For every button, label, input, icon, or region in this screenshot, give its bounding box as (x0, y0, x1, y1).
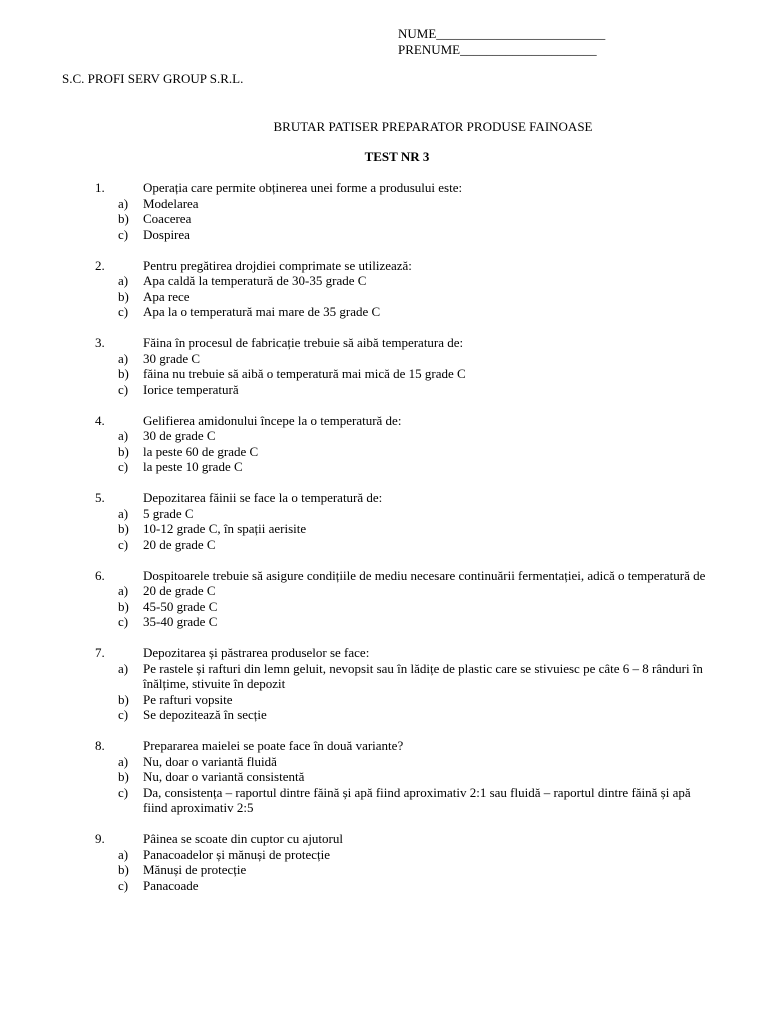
option-letter: c) (118, 226, 129, 242)
answer-option (95, 661, 715, 692)
option-text: 5 grade C (143, 505, 194, 521)
option-letter-cell (95, 289, 143, 305)
answer-option (95, 785, 715, 816)
answer-option (95, 878, 715, 894)
question-text: Operația care permite obținerea unei forme a produsului este: (143, 180, 463, 195)
option-letter-cell (95, 878, 143, 894)
option-letter: b) (118, 521, 129, 536)
option-letter: c) (118, 381, 129, 397)
option-letter-cell (95, 521, 143, 537)
option-letter: c) (118, 614, 129, 629)
answer-option (95, 304, 715, 320)
option-letter: c) (118, 707, 129, 722)
option-text: Apa caldă la temperatură de 30-35 grade C (143, 273, 367, 288)
nume-blank: __________________________ (436, 26, 606, 41)
option-text: Modelarea (143, 195, 199, 211)
option-letter-cell (95, 428, 143, 444)
answer-option (95, 366, 715, 382)
option-text: Da, consistența – raportul dintre făină și apă fiind aproximativ 2:1 sau fluidă – raportul dintre făină și apă fiind aproximativ 2:5 (143, 784, 691, 815)
option-letter: a) (118, 660, 129, 676)
question-row (95, 645, 715, 661)
answer-option (95, 599, 715, 615)
question-text: Făina în procesul de fabricație trebuie să aibă temperatura de: (143, 335, 464, 350)
question-item (95, 831, 715, 893)
option-text: 20 de grade C (143, 583, 216, 598)
option-letter-cell (95, 661, 143, 692)
option-letter: c) (118, 304, 129, 319)
option-text: 30 de grade C (143, 428, 216, 443)
question-number: 3. (95, 335, 105, 350)
option-letter: a) (118, 846, 129, 862)
option-letter: b) (118, 691, 129, 707)
option-letter-cell (95, 707, 143, 723)
option-letter-cell (95, 754, 143, 770)
option-letter: b) (118, 288, 129, 304)
document-subtitle: BRUTAR PATISER PREPARATOR PRODUSE FAINOASE (273, 119, 593, 134)
option-letter-cell (95, 459, 143, 475)
option-text: Apa la o temperatură mai mare de 35 grade C (143, 304, 381, 319)
option-letter-cell (95, 862, 143, 878)
question-row (95, 490, 715, 506)
option-letter-cell (95, 769, 143, 785)
question-number: 1. (95, 180, 105, 195)
option-text: Iorice temperatură (143, 381, 239, 397)
question-row (95, 831, 715, 847)
answer-option (95, 862, 715, 878)
option-letter: b) (118, 862, 129, 877)
question-number: 6. (95, 567, 105, 583)
answer-option (95, 707, 715, 723)
option-letter: b) (118, 211, 129, 226)
option-text: Apa rece (143, 288, 190, 304)
question-list (95, 180, 715, 909)
question-text: Pentru pregătirea drojdiei comprimate se utilizează: (143, 257, 412, 273)
option-letter-cell (95, 444, 143, 460)
question-row (95, 335, 715, 351)
question-number: 9. (95, 831, 105, 846)
question-row (95, 180, 715, 196)
option-letter: b) (118, 769, 129, 784)
option-text: 45-50 grade C (143, 598, 218, 614)
option-text: Mănuși de protecție (143, 862, 247, 877)
question-number: 5. (95, 490, 105, 505)
answer-option (95, 351, 715, 367)
question-text: Pâinea se scoate din cuptor cu ajutorul (143, 831, 343, 846)
option-text: Pe rafturi vopsite (143, 691, 233, 707)
answer-option (95, 847, 715, 863)
option-letter: c) (118, 877, 129, 893)
option-text: la peste 10 grade C (143, 459, 243, 474)
option-text: Panacoadelor și mănuși de protecție (143, 846, 330, 862)
option-letter: a) (118, 753, 129, 769)
option-letter-cell (95, 785, 143, 816)
answer-option (95, 289, 715, 305)
answer-option (95, 382, 715, 398)
option-text: 35-40 grade C (143, 614, 218, 629)
question-number: 4. (95, 412, 105, 428)
option-text: Panacoade (143, 877, 199, 893)
answer-option (95, 459, 715, 475)
question-item (95, 645, 715, 723)
option-letter-cell (95, 366, 143, 382)
answer-option (95, 506, 715, 522)
question-item (95, 413, 715, 475)
option-letter: b) (118, 598, 129, 614)
question-row (95, 568, 715, 584)
option-letter: a) (118, 505, 129, 521)
option-letter: a) (118, 273, 129, 288)
answer-option (95, 692, 715, 708)
option-letter: c) (118, 536, 129, 552)
answer-option (95, 428, 715, 444)
question-number: 7. (95, 645, 105, 660)
option-text: făina nu trebuie să aibă o temperatură mai mică de 15 grade C (143, 366, 466, 381)
prenume-blank: _____________________ (460, 41, 597, 57)
option-letter-cell (95, 692, 143, 708)
option-text: 10-12 grade C, în spații aerisite (143, 521, 307, 536)
option-text: 30 grade C (143, 350, 201, 366)
question-item (95, 490, 715, 552)
option-text: Pe rastele și rafturi din lemn geluit, nevopsit sau în lădițe de plastic care se stivuiesc pe câte 6 – 8 rânduri în înălțime, stivuite în depozit (143, 660, 703, 691)
answer-option (95, 211, 715, 227)
answer-option (95, 444, 715, 460)
test-title: TEST NR 3 (364, 149, 430, 164)
answer-option (95, 273, 715, 289)
answer-option (95, 769, 715, 785)
answer-option (95, 521, 715, 537)
question-item (95, 568, 715, 630)
option-letter-cell (95, 614, 143, 630)
question-text: Gelifierea amidonului începe la o temperatură de: (143, 412, 402, 428)
question-text: Dospitoarele trebuie să asigure condițiile de mediu necesare continuării fermentației, adică o temperatură de (143, 567, 706, 583)
option-letter: c) (118, 784, 129, 800)
question-number: 2. (95, 257, 105, 273)
option-text: 20 de grade C (143, 536, 216, 552)
question-text: Depozitarea făinii se face la o temperatură de: (143, 490, 383, 505)
option-letter: c) (118, 459, 129, 474)
answer-option (95, 196, 715, 212)
option-letter: a) (118, 350, 129, 366)
name-fields (398, 26, 605, 57)
question-item (95, 258, 715, 320)
option-letter-cell (95, 537, 143, 553)
nume-label: NUME (398, 26, 437, 41)
question-row (95, 738, 715, 754)
option-letter: b) (118, 366, 129, 381)
answer-option (95, 227, 715, 243)
option-letter-cell (95, 227, 143, 243)
option-letter-cell (95, 304, 143, 320)
option-text: Nu, doar o variantă consistentă (143, 769, 305, 784)
option-text: Dospirea (143, 226, 190, 242)
option-letter-cell (95, 273, 143, 289)
option-letter: b) (118, 443, 129, 459)
company-name: S.C. PROFI SERV GROUP S.R.L. (62, 71, 244, 86)
option-letter: a) (118, 195, 129, 211)
answer-option (95, 614, 715, 630)
answer-option (95, 754, 715, 770)
question-item (95, 180, 715, 242)
answer-option (95, 583, 715, 599)
question-text: Depozitarea și păstrarea produselor se face: (143, 645, 370, 660)
question-row (95, 413, 715, 429)
question-number: 8. (95, 738, 105, 753)
option-letter-cell (95, 506, 143, 522)
option-text: Coacerea (143, 211, 192, 226)
nume-line (398, 26, 605, 42)
question-row (95, 258, 715, 274)
option-letter-cell (95, 211, 143, 227)
option-letter-cell (95, 351, 143, 367)
option-letter-cell (95, 196, 143, 212)
option-text: Se depozitează în secție (143, 707, 267, 722)
option-text: Nu, doar o variantă fluidă (143, 753, 277, 769)
option-letter: a) (118, 583, 129, 598)
option-text: la peste 60 de grade C (143, 443, 259, 459)
prenume-line (398, 42, 605, 58)
answer-option (95, 537, 715, 553)
question-text: Prepararea maielei se poate face în două variante? (143, 738, 404, 753)
option-letter-cell (95, 382, 143, 398)
option-letter: a) (118, 428, 129, 443)
prenume-label: PRENUME (398, 41, 461, 57)
question-item (95, 738, 715, 816)
option-letter-cell (95, 847, 143, 863)
option-letter-cell (95, 583, 143, 599)
question-item (95, 335, 715, 397)
option-letter-cell (95, 599, 143, 615)
